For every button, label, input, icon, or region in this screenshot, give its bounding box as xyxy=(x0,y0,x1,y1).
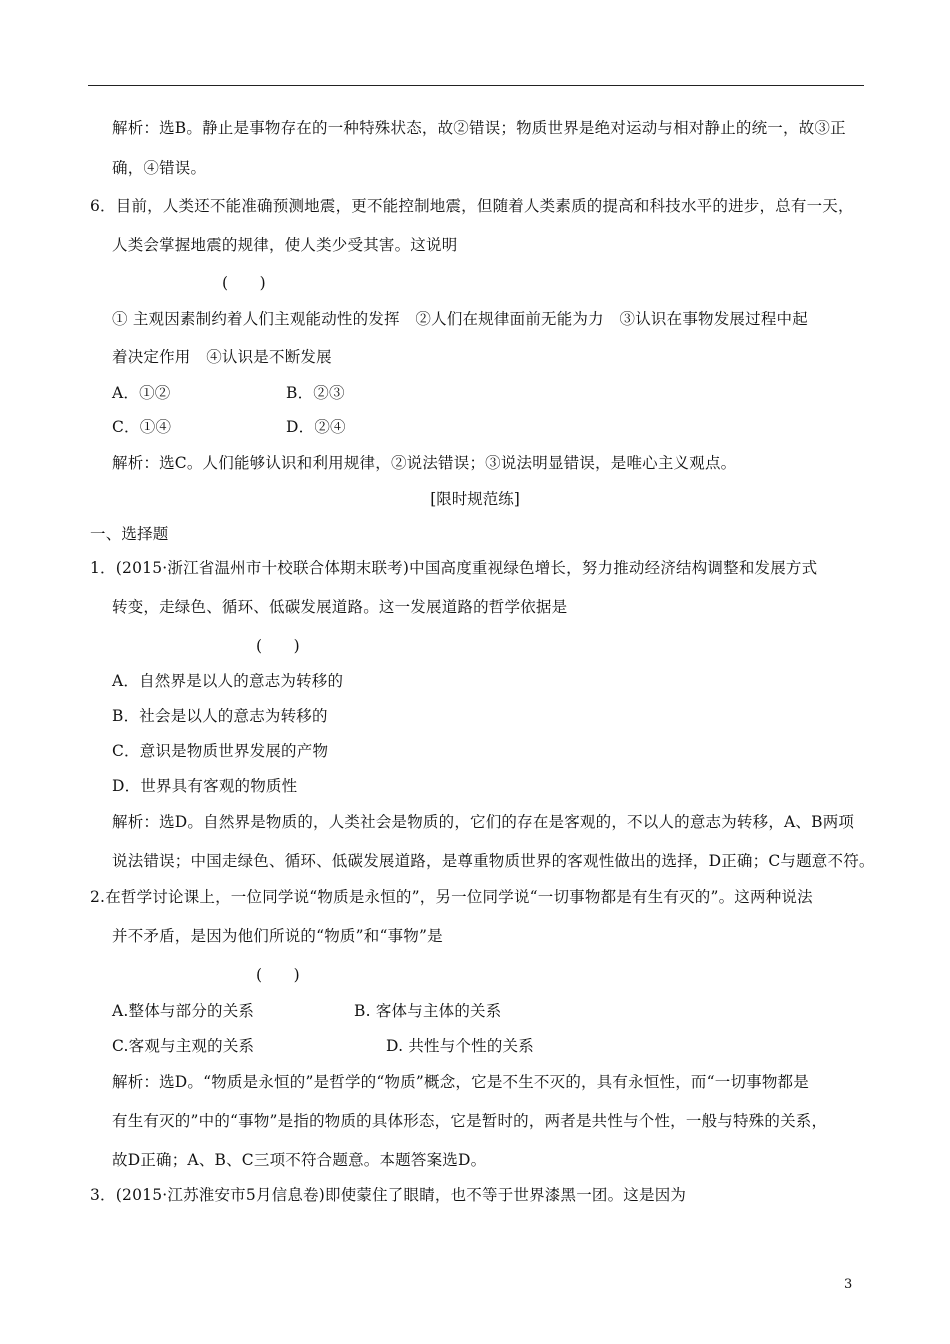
question-6-answer-blank: ( ) xyxy=(222,274,266,292)
question-2-answer-blank: ( ) xyxy=(256,966,300,984)
header-rule xyxy=(88,85,864,86)
question-6-statements-line-2: 着决定作用 ④认识是不断发展 xyxy=(112,348,332,366)
question-6-line-2: 人类会掌握地震的规律，使人类少受其害。这说明 xyxy=(112,236,458,254)
question-2-option-c: C.客观与主观的关系 xyxy=(112,1037,255,1055)
question-3-line-1: 3．(2015·江苏淮安市5月信息卷)即使蒙住了眼睛，也不等于世界漆黑一团。这是因为 xyxy=(90,1186,687,1204)
question-6-option-d: D．②④ xyxy=(286,418,346,436)
question-6-option-c: C．①④ xyxy=(112,418,172,436)
section-title: [限时规范练] xyxy=(430,490,520,508)
question-2-option-d: D. 共性与个性的关系 xyxy=(386,1037,534,1055)
answer-1-line-2: 说法错误；中国走绿色、循环、低碳发展道路，是尊重物质世界的客观性做出的选择，D正确；C与题意不符。 xyxy=(112,852,875,870)
answer-6: 解析：选C。人们能够认识和利用规律，②说法错误；③说法明显错误，是唯心主义观点。 xyxy=(112,454,737,472)
question-2-option-a: A.整体与部分的关系 xyxy=(112,1002,255,1020)
question-6-option-a: A．①② xyxy=(112,384,171,402)
question-6-option-b: B．②③ xyxy=(286,384,345,402)
question-1-line-2: 转变，走绿色、循环、低碳发展道路。这一发展道路的哲学依据是 xyxy=(112,598,568,616)
question-2-option-b: B. 客体与主体的关系 xyxy=(354,1002,502,1020)
question-6-statements-line-1: ① 主观因素制约着人们主观能动性的发挥 ②人们在规律面前无能为力 ③认识在事物发展过程中起 xyxy=(112,310,808,328)
question-2-line-2: 并不矛盾，是因为他们所说的“物质”和“事物”是 xyxy=(112,927,443,945)
page-number: 3 xyxy=(844,1277,853,1292)
question-1-option-a: A．自然界是以人的意志为转移的 xyxy=(112,672,344,690)
question-1-line-1: 1．(2015·浙江省温州市十校联合体期末联考)中国高度重视绿色增长，努力推动经济结构调整和发展方式 xyxy=(90,559,818,577)
question-1-option-d: D．世界具有客观的物质性 xyxy=(112,777,298,795)
answer-2-line-3: 故D正确；A、B、C三项不符合题意。本题答案选D。 xyxy=(112,1151,487,1169)
question-6-line-1: 6．目前，人类还不能准确预测地震，更不能控制地震，但随着人类素质的提高和科技水平的进步，总有一天， xyxy=(90,197,854,215)
answer-1-line-1: 解析：选D。自然界是物质的，人类社会是物质的，它们的存在是客观的，不以人的意志为转移，A、B两项 xyxy=(112,813,855,831)
question-1-answer-blank: ( ) xyxy=(256,637,300,655)
answer-5-line-1: 解析：选B。静止是事物存在的一种特殊状态，故②错误；物质世界是绝对运动与相对静止的统一，故③正 xyxy=(112,119,846,137)
answer-5-line-2: 确，④错误。 xyxy=(112,159,207,177)
question-2-line-1: 2.在哲学讨论课上，一位同学说“物质是永恒的”，另一位同学说“一切事物都是有生有灭的”。这两种说法 xyxy=(90,888,813,906)
part-heading: 一、选择题 xyxy=(90,525,169,543)
answer-2-line-2: 有生有灭的”中的“事物”是指的物质的具体形态，它是暂时的，两者是共性与个性，一般与特殊的关系， xyxy=(112,1112,828,1130)
question-1-option-b: B．社会是以人的意志为转移的 xyxy=(112,707,328,725)
question-1-option-c: C．意识是物质世界发展的产物 xyxy=(112,742,329,760)
answer-2-line-1: 解析：选D。“物质是永恒的”是哲学的“物质”概念，它是不生不灭的，具有永恒性，而“一切事物都是 xyxy=(112,1073,809,1091)
